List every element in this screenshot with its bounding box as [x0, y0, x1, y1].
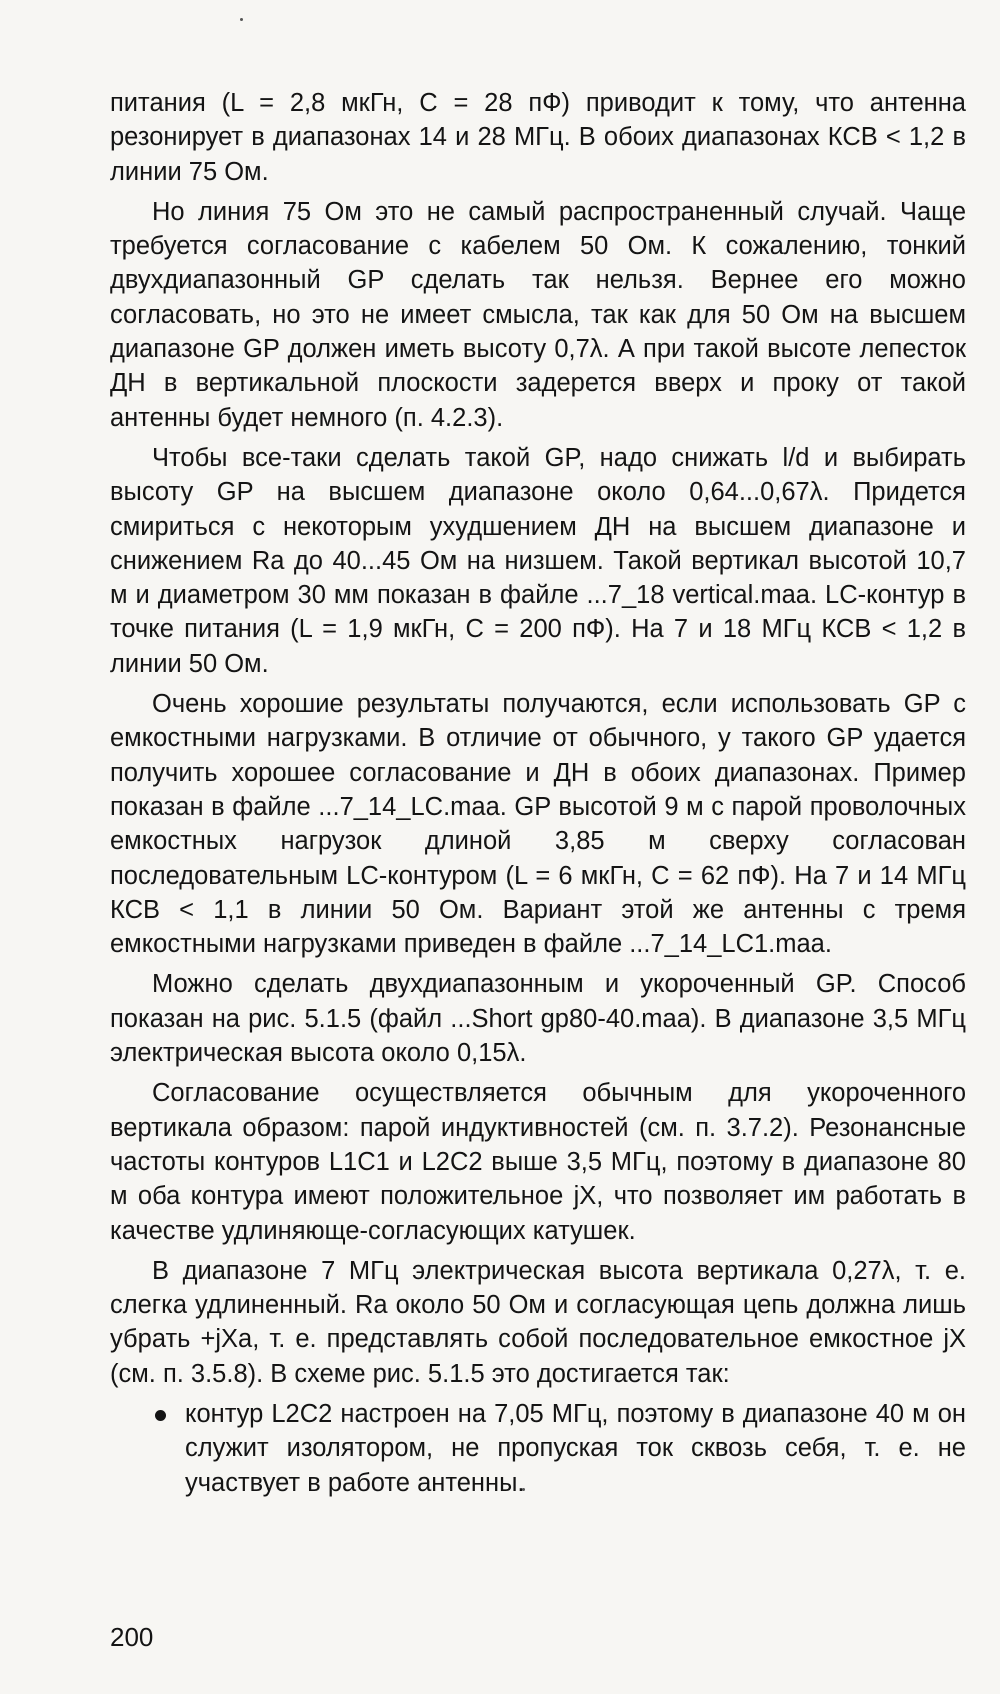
bullet-list: [110, 1397, 966, 1500]
list-item: [185, 1397, 966, 1500]
paragraph-7mhz: В диапазоне 7 МГц электрическая высота вертикала 0,27λ, т. е. слегка удлиненный. Ra около 50 Ом и согласующая цепь должна лишь убрать +jXa, т. е. представлять собой последовательное емкостное jX (см. п. 3.5.8). В схеме рис. 5.1.5 это достигается так:: [110, 1256, 966, 1388]
page-number: 200: [110, 1622, 154, 1652]
page-body: [110, 86, 966, 1500]
bullet-icon: [155, 1410, 166, 1421]
paragraph-matching: Согласование осуществляется обычным для укороченного вертикала образом: парой индуктивностей (см. п. 3.7.2). Резонансные частоты контуров L1C1 и L2C2 выше 3,5 МГц, поэтому в диапазоне 80 м оба контура имеют положительное jX, что позволяет им работать в качестве удлиняюще-согласующих катушек.: [110, 1079, 966, 1245]
paragraph-reduce-ld: Чтобы все-таки сделать такой GP, надо снижать l/d и выбирать высоту GP на высшем диапазоне около 0,64...0,67λ. Придется смириться с некоторым ухудшением ДН на высшем диапазоне и снижением Ra до 40...45 Ом на низшем. Такой вертикал высотой 10,7 м и диаметром 30 мм показан в файле ...7_18 vertical.maa. LC-контур в точке питания (L = 1,9 мкГн, C = 200 пФ). На 7 и 18 МГц КСВ < 1,2 в линии 50 Ом.: [110, 443, 966, 678]
paragraph-capacitive-loads: Очень хорошие результаты получаются, если использовать GP с емкостными нагрузками. В отличие от обычного, у такого GP удается получить хорошее согласование и ДН в обоих диапазонах. Пример показан в файле ...7_14_LC.maa. GP высотой 9 м с парой проволочных емкостных нагрузок длиной 3,85 м сверху согласован последовательным LC-контуром (L = 6 мкГн, C = 62 пФ). На 7 и 14 МГц КСВ < 1,1 в линии 50 Ом. Вариант этой же антенны с тремя емкостными нагрузками приведен в файле ...7_14_LC1.maa.: [110, 690, 966, 959]
scan-speck: [240, 18, 243, 21]
paragraph-line-75-ohm: Но линия 75 Ом это не самый распространенный случай. Чаще требуется согласование с кабелем 50 Ом. К сожалению, тонкий двухдиапазонный GP сделать так нельзя. Вернее его можно согласовать, но это не имеет смысла, так как для 50 Ом на высшем диапазоне GP должен иметь высоту 0,7λ. А при такой высоте лепесток ДН в вертикальной плоскости задерется вверх и проку от такой антенны будет немного (п. 4.2.3).: [110, 197, 966, 432]
list-item-text: контур L2C2 настроен на 7,05 МГц, поэтому в диапазоне 40 м он служит изолятором, не пропуская ток сквозь себя, т. е. не участвует в работе антенны.: [185, 1399, 966, 1497]
paragraph-continuation: питания (L = 2,8 мкГн, C = 28 пФ) приводит к тому, что антенна резонирует в диапазонах 14 и 28 МГц. В обоих диапазонах КСВ < 1,2 в линии 75 Ом.: [110, 89, 966, 186]
paragraph-shortened-gp: Можно сделать двухдиапазонным и укороченный GP. Способ показан на рис. 5.1.5 (файл ...Short gp80-40.maa). В диапазоне 3,5 МГц электрическая высота около 0,15λ.: [110, 970, 966, 1068]
